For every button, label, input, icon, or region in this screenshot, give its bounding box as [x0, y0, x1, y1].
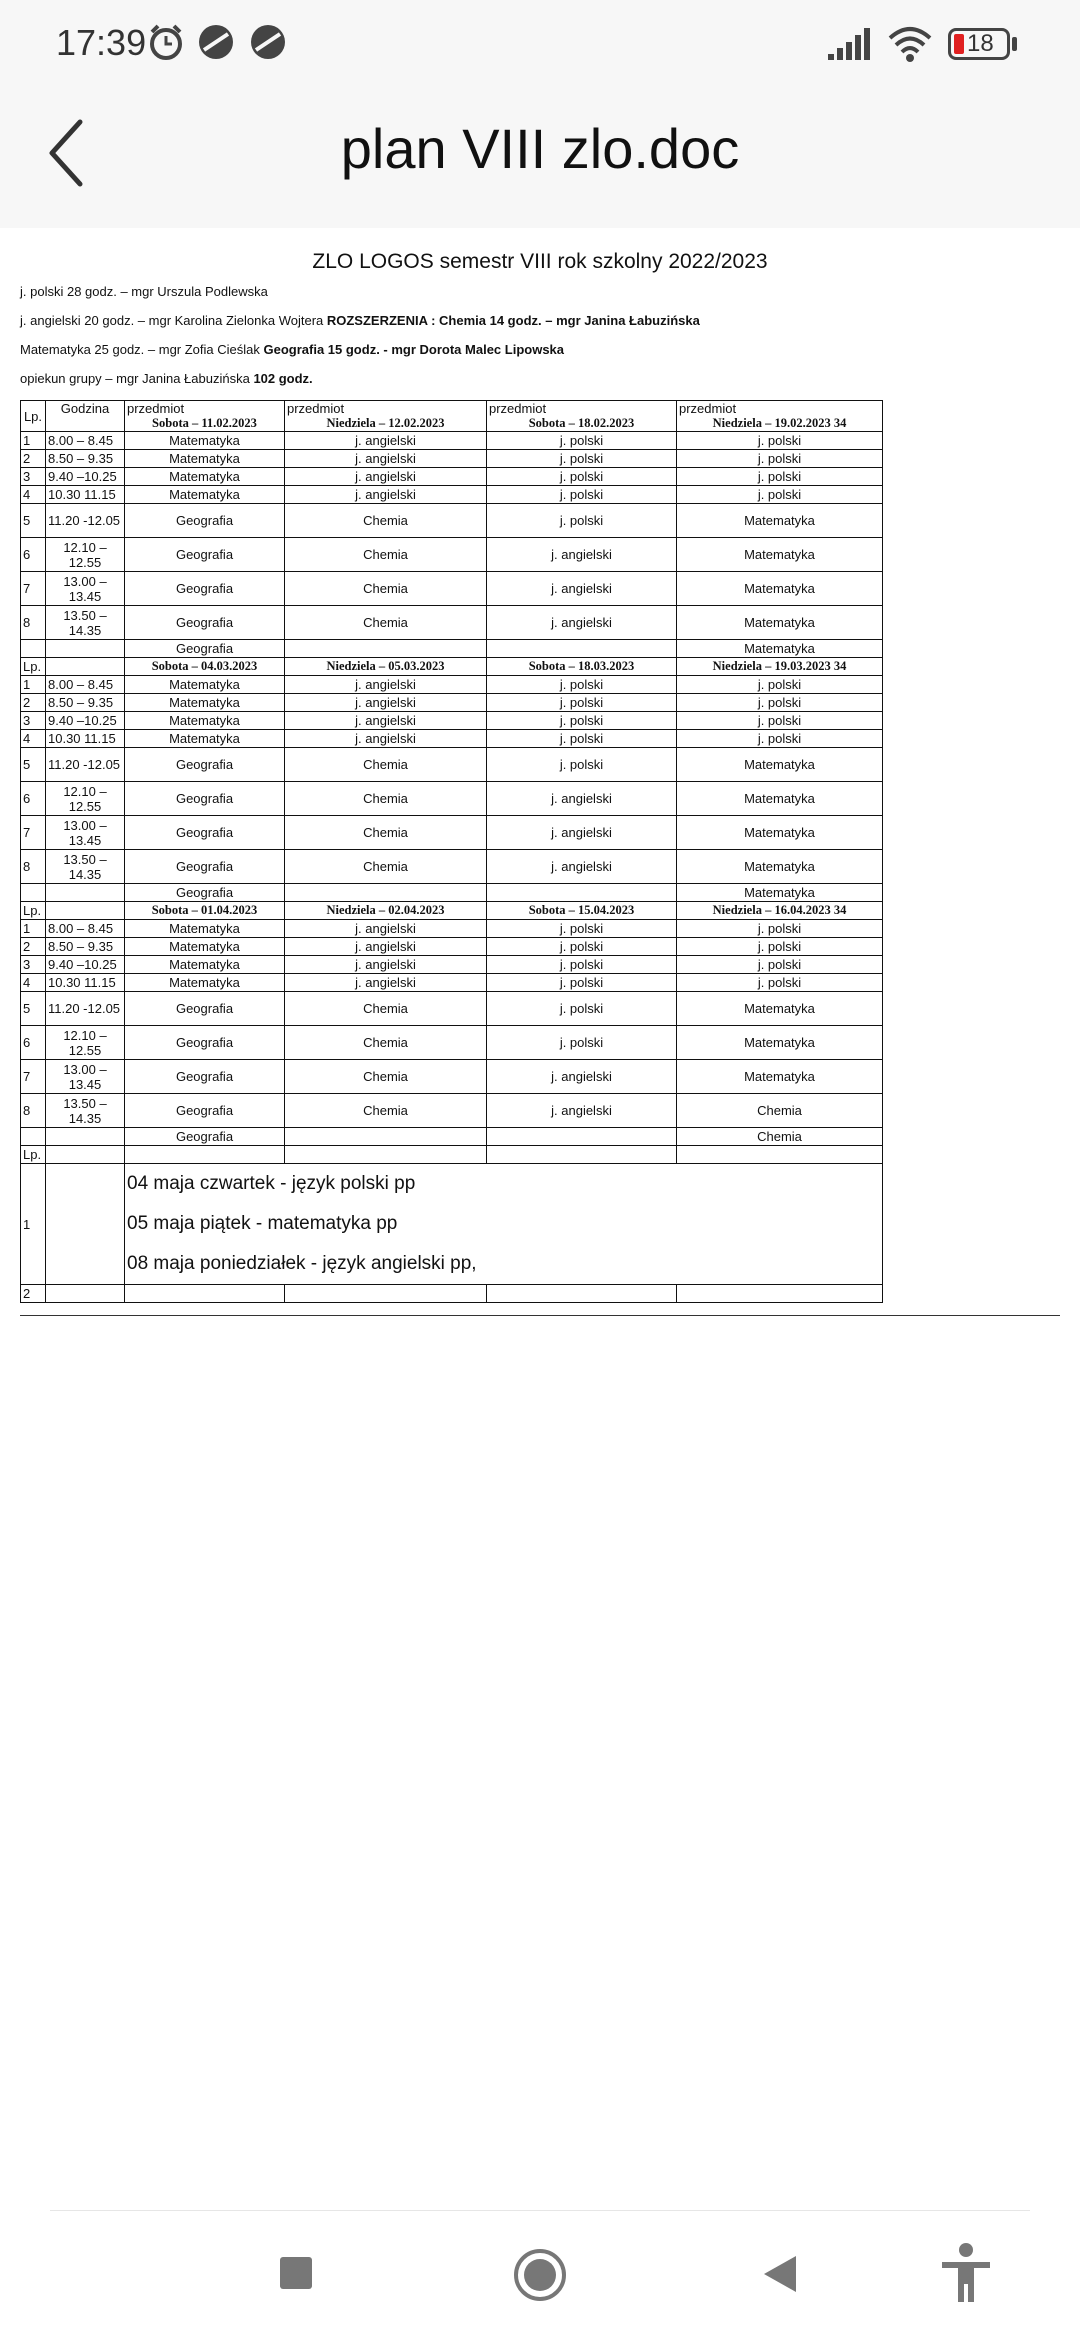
table-row: [21, 1026, 883, 1060]
lp-cell: 1: [21, 676, 46, 694]
table-row: [21, 468, 883, 486]
signal-icon: [826, 26, 876, 62]
subject-cell: j. angielski: [285, 974, 487, 992]
subject-cell: Chemia: [285, 992, 487, 1026]
subject-cell: j. polski: [677, 676, 883, 694]
subject-cell: j. polski: [487, 694, 677, 712]
header-hour: [46, 902, 125, 920]
subject-cell: Matematyka: [125, 676, 285, 694]
header-hour: Godzina: [46, 401, 125, 432]
header-date: Niedziela – 19.02.2023 34: [712, 416, 847, 430]
subject-cell: j. polski: [677, 956, 883, 974]
header-lp: Lp.: [21, 401, 46, 432]
subject-cell: j. polski: [487, 974, 677, 992]
subject-cell: Matematyka: [125, 712, 285, 730]
subject-cell: j. polski: [487, 730, 677, 748]
subject-cell: j. polski: [487, 432, 677, 450]
subject-cell: j. angielski: [487, 1060, 677, 1094]
hour-cell: [46, 1164, 125, 1285]
subject-cell: Chemia: [285, 538, 487, 572]
subject-cell: j. polski: [677, 712, 883, 730]
subject-cell: j. polski: [487, 938, 677, 956]
table-cell: [125, 1285, 285, 1303]
hour-cell: 8.50 – 9.35: [46, 938, 125, 956]
subject-cell: j. polski: [677, 432, 883, 450]
lp-cell: 8: [21, 850, 46, 884]
lp-cell: 3: [21, 956, 46, 974]
subject-cell: Chemia: [285, 1026, 487, 1060]
header-date: Niedziela – 16.04.2023 34: [677, 902, 883, 920]
subject-cell: j. polski: [487, 992, 677, 1026]
header-subject: przedmiot: [679, 401, 737, 416]
header-date: Niedziela – 12.02.2023: [326, 416, 445, 430]
lp-cell: 6: [21, 1026, 46, 1060]
hour-cell: 13.50 – 14.35: [46, 1094, 125, 1128]
subject-cell: j. angielski: [285, 694, 487, 712]
subject-cell: Matematyka: [125, 730, 285, 748]
subject-cell: Matematyka: [677, 572, 883, 606]
subject-cell: Geografia: [125, 816, 285, 850]
hour-cell: 13.00 – 13.45: [46, 572, 125, 606]
schedule-title: ZLO LOGOS semestr VIII rok szkolny 2022/2023: [312, 250, 768, 273]
subject-cell: j. polski: [677, 486, 883, 504]
subject-cell: j. angielski: [487, 816, 677, 850]
header-date: Sobota – 18.03.2023: [487, 658, 677, 676]
table-row: [21, 432, 883, 450]
table-header-row: [21, 401, 883, 432]
table-cell: [487, 1146, 677, 1164]
hour-cell: 13.00 – 13.45: [46, 816, 125, 850]
table-cell: [285, 1285, 487, 1303]
status-time: 17:39: [56, 22, 147, 63]
subject-cell: Matematyka: [677, 782, 883, 816]
hour-cell: 9.40 –10.25: [46, 712, 125, 730]
battery-level: 18: [967, 30, 994, 57]
subject-cell: j. angielski: [285, 468, 487, 486]
lp-cell: 6: [21, 538, 46, 572]
lp-cell: 7: [21, 816, 46, 850]
lp-cell: 8: [21, 606, 46, 640]
hour-cell: 11.20 -12.05: [46, 748, 125, 782]
subject-cell: j. polski: [487, 748, 677, 782]
table-row: [21, 1128, 883, 1146]
subject-cell: Chemia: [285, 850, 487, 884]
hour-cell: [46, 1128, 125, 1146]
subject-cell: j. angielski: [285, 486, 487, 504]
header-subject: przedmiot: [287, 401, 345, 416]
subject-cell: Geografia: [125, 1026, 285, 1060]
table-cell: [677, 1146, 883, 1164]
subject-cell: Chemia: [285, 572, 487, 606]
info-line-1: j. polski 28 godz. – mgr Urszula Podlewska: [20, 284, 268, 299]
table-cell: [285, 1146, 487, 1164]
subject-cell: j. angielski: [285, 730, 487, 748]
header-date: Sobota – 01.04.2023: [125, 902, 285, 920]
subject-cell: j. polski: [487, 956, 677, 974]
subject-cell: Matematyka: [677, 1060, 883, 1094]
table-row: [21, 920, 883, 938]
table-cell: [677, 1285, 883, 1303]
subject-cell: Geografia: [125, 782, 285, 816]
subject-cell: Geografia: [125, 572, 285, 606]
table-row: [21, 1060, 883, 1094]
subject-cell: [487, 640, 677, 658]
lp-cell: 2: [21, 1285, 46, 1303]
hour-cell: 11.20 -12.05: [46, 992, 125, 1026]
table-row: [21, 850, 883, 884]
note-line: 04 maja czwartek - język polski pp: [127, 1173, 416, 1194]
subject-cell: j. polski: [677, 938, 883, 956]
subject-cell: Geografia: [125, 884, 285, 902]
subject-cell: j. polski: [487, 450, 677, 468]
battery-icon: [948, 28, 1010, 60]
subject-cell: j. polski: [677, 920, 883, 938]
lp-cell: 4: [21, 730, 46, 748]
lp-cell: 8: [21, 1094, 46, 1128]
subject-cell: Chemia: [285, 782, 487, 816]
table-row: [21, 816, 883, 850]
subject-cell: Geografia: [125, 1060, 285, 1094]
header-date: Sobota – 15.04.2023: [487, 902, 677, 920]
subject-cell: Geografia: [125, 850, 285, 884]
schedule-table: [20, 400, 883, 1303]
table-row: [21, 748, 883, 782]
subject-cell: Geografia: [125, 640, 285, 658]
note-line: 05 maja piątek - matematyka pp: [127, 1213, 398, 1234]
subject-cell: j. angielski: [285, 450, 487, 468]
info-line-3: Matematyka 25 godz. – mgr Zofia Cieślak Geografia 15 godz. - mgr Dorota Malec Lipowska: [20, 342, 565, 357]
header-date-cell: [285, 401, 487, 432]
header-date-cell: [125, 401, 285, 432]
nav-divider: [50, 2210, 1030, 2211]
subject-cell: Matematyka: [677, 640, 883, 658]
table-cell: [487, 1285, 677, 1303]
lp-cell: [21, 640, 46, 658]
hour-cell: 8.50 – 9.35: [46, 450, 125, 468]
table-cell: [125, 1146, 285, 1164]
table-row: [21, 956, 883, 974]
subject-cell: Chemia: [677, 1128, 883, 1146]
subject-cell: j. angielski: [487, 572, 677, 606]
header-lp: Lp.: [21, 902, 46, 920]
table-row: [21, 606, 883, 640]
table-row: [21, 782, 883, 816]
table-row: [21, 992, 883, 1026]
subject-cell: j. polski: [487, 504, 677, 538]
accessibility-icon[interactable]: [940, 2242, 992, 2304]
table-header-row: [21, 1146, 883, 1164]
hour-cell: 9.40 –10.25: [46, 468, 125, 486]
lp-cell: 2: [21, 938, 46, 956]
subject-cell: Matematyka: [125, 974, 285, 992]
lp-cell: 1: [21, 1164, 46, 1285]
table-row: [21, 538, 883, 572]
subject-cell: Matematyka: [677, 884, 883, 902]
hour-cell: 13.00 – 13.45: [46, 1060, 125, 1094]
subject-cell: j. polski: [487, 468, 677, 486]
table-row: [21, 504, 883, 538]
recents-square-icon[interactable]: [279, 2256, 313, 2290]
table-row: [21, 486, 883, 504]
header-hour: [46, 658, 125, 676]
header-date: Sobota – 04.03.2023: [125, 658, 285, 676]
subject-cell: Matematyka: [677, 1026, 883, 1060]
subject-cell: Matematyka: [677, 816, 883, 850]
subject-cell: Matematyka: [677, 748, 883, 782]
subject-cell: Matematyka: [677, 504, 883, 538]
lp-cell: 7: [21, 572, 46, 606]
lp-cell: 5: [21, 748, 46, 782]
header-date: Sobota – 11.02.2023: [152, 416, 257, 430]
note-line: 08 maja poniedziałek - język angielski pp,: [127, 1253, 477, 1274]
subject-cell: [285, 1128, 487, 1146]
hour-cell: 12.10 – 12.55: [46, 1026, 125, 1060]
subject-cell: Matematyka: [125, 694, 285, 712]
table-row: [21, 730, 883, 748]
subject-cell: j. polski: [487, 712, 677, 730]
header-subject: przedmiot: [489, 401, 547, 416]
lp-cell: 6: [21, 782, 46, 816]
header-date: Sobota – 18.02.2023: [528, 416, 635, 430]
subject-cell: j. angielski: [487, 606, 677, 640]
wifi-icon: [886, 24, 934, 64]
hour-cell: 8.00 – 8.45: [46, 920, 125, 938]
subject-cell: j. angielski: [487, 850, 677, 884]
app-notification-icon-2: [248, 22, 288, 62]
lp-cell: 4: [21, 974, 46, 992]
hour-cell: [46, 884, 125, 902]
lp-cell: 2: [21, 694, 46, 712]
info-line-4: opiekun grupy – mgr Janina Łabuzińska 102 godz.: [20, 371, 313, 386]
hour-cell: 11.20 -12.05: [46, 504, 125, 538]
subject-cell: Chemia: [285, 1094, 487, 1128]
subject-cell: Matematyka: [677, 606, 883, 640]
battery-cap: [1012, 37, 1017, 51]
hour-cell: 12.10 – 12.55: [46, 782, 125, 816]
subject-cell: j. angielski: [285, 956, 487, 974]
header-date: Niedziela – 19.03.2023 34: [677, 658, 883, 676]
lp-cell: 5: [21, 992, 46, 1026]
subject-cell: Geografia: [125, 1094, 285, 1128]
header-subject: przedmiot: [127, 401, 185, 416]
subject-cell: Matematyka: [125, 920, 285, 938]
lp-cell: 5: [21, 504, 46, 538]
lp-cell: 3: [21, 712, 46, 730]
lp-cell: [21, 884, 46, 902]
subject-cell: j. polski: [677, 694, 883, 712]
subject-cell: j. angielski: [285, 938, 487, 956]
lp-cell: 1: [21, 432, 46, 450]
subject-cell: j. polski: [487, 676, 677, 694]
table-cell: [46, 1285, 125, 1303]
info-line-2: j. angielski 20 godz. – mgr Karolina Zielonka Wojtera ROZSZERZENIA : Chemia 14 godz. – mgr Janina Łabuzińska: [20, 313, 700, 328]
header-date-cell: [487, 401, 677, 432]
header-date-cell: [677, 401, 883, 432]
subject-cell: j. polski: [487, 1026, 677, 1060]
subject-cell: Geografia: [125, 504, 285, 538]
lp-cell: 4: [21, 486, 46, 504]
hour-cell: 13.50 – 14.35: [46, 850, 125, 884]
subject-cell: j. angielski: [487, 782, 677, 816]
subject-cell: j. angielski: [285, 676, 487, 694]
table-row: [21, 1094, 883, 1128]
table-row: [21, 974, 883, 992]
subject-cell: Matematyka: [677, 850, 883, 884]
hour-cell: 8.00 – 8.45: [46, 676, 125, 694]
navigation-bar: [0, 2210, 1080, 2340]
subject-cell: Chemia: [285, 1060, 487, 1094]
subject-cell: Geografia: [125, 748, 285, 782]
table-row: [21, 938, 883, 956]
subject-cell: j. polski: [677, 730, 883, 748]
table-cell: [46, 1146, 125, 1164]
subject-cell: [487, 884, 677, 902]
subject-cell: Matematyka: [125, 468, 285, 486]
subject-cell: [487, 1128, 677, 1146]
status-bar: [0, 0, 1080, 78]
subject-cell: Chemia: [285, 504, 487, 538]
hour-cell: [46, 640, 125, 658]
subject-cell: Matematyka: [125, 486, 285, 504]
subject-cell: Chemia: [285, 606, 487, 640]
subject-cell: Matematyka: [125, 450, 285, 468]
table-row: [21, 1164, 883, 1285]
subject-cell: Chemia: [285, 748, 487, 782]
subject-cell: j. angielski: [285, 712, 487, 730]
subject-cell: j. angielski: [487, 1094, 677, 1128]
subject-cell: Geografia: [125, 606, 285, 640]
header-lp: Lp.: [21, 1146, 46, 1164]
subject-cell: Matematyka: [125, 432, 285, 450]
hour-cell: 10.30 11.15: [46, 730, 125, 748]
notes-cell: [125, 1164, 883, 1285]
table-row: [21, 712, 883, 730]
lp-cell: 3: [21, 468, 46, 486]
table-header-row: [21, 658, 883, 676]
document-title: plan VIII zlo.doc: [340, 117, 740, 180]
subject-cell: j. angielski: [285, 920, 487, 938]
subject-cell: Geografia: [125, 992, 285, 1026]
subject-cell: Geografia: [125, 538, 285, 572]
header-lp: Lp.: [21, 658, 46, 676]
subject-cell: j. angielski: [285, 432, 487, 450]
table-row: [21, 884, 883, 902]
subject-cell: Chemia: [677, 1094, 883, 1128]
alarm-icon: [146, 22, 186, 62]
subject-cell: j. polski: [487, 920, 677, 938]
hour-cell: 10.30 11.15: [46, 974, 125, 992]
table-row: [21, 572, 883, 606]
subject-cell: j. polski: [677, 450, 883, 468]
table-row: [21, 1285, 883, 1303]
table-header-row: [21, 902, 883, 920]
subject-cell: Matematyka: [125, 938, 285, 956]
hour-cell: 8.00 – 8.45: [46, 432, 125, 450]
subject-cell: Geografia: [125, 1128, 285, 1146]
subject-cell: Chemia: [285, 816, 487, 850]
app-notification-icon: [196, 22, 236, 62]
subject-cell: j. polski: [487, 486, 677, 504]
table-row: [21, 640, 883, 658]
subject-cell: [285, 640, 487, 658]
header-date: Niedziela – 02.04.2023: [285, 902, 487, 920]
nav-back-triangle-icon[interactable]: [762, 2254, 798, 2294]
lp-cell: 2: [21, 450, 46, 468]
table-row: [21, 694, 883, 712]
home-circle-icon[interactable]: [513, 2248, 567, 2302]
subject-cell: Matematyka: [677, 992, 883, 1026]
lp-cell: 7: [21, 1060, 46, 1094]
lp-cell: [21, 1128, 46, 1146]
header-date: Niedziela – 05.03.2023: [285, 658, 487, 676]
hour-cell: 8.50 – 9.35: [46, 694, 125, 712]
page-end-divider: [20, 1315, 1060, 1316]
table-row: [21, 676, 883, 694]
hour-cell: 13.50 – 14.35: [46, 606, 125, 640]
document-page: [20, 250, 1060, 1316]
subject-cell: j. polski: [677, 974, 883, 992]
subject-cell: j. polski: [677, 468, 883, 486]
subject-cell: [285, 884, 487, 902]
hour-cell: 9.40 –10.25: [46, 956, 125, 974]
top-app-bar: [0, 78, 1080, 228]
hour-cell: 12.10 – 12.55: [46, 538, 125, 572]
lp-cell: 1: [21, 920, 46, 938]
hour-cell: 10.30 11.15: [46, 486, 125, 504]
subject-cell: Matematyka: [125, 956, 285, 974]
table-row: [21, 450, 883, 468]
subject-cell: j. angielski: [487, 538, 677, 572]
subject-cell: Matematyka: [677, 538, 883, 572]
